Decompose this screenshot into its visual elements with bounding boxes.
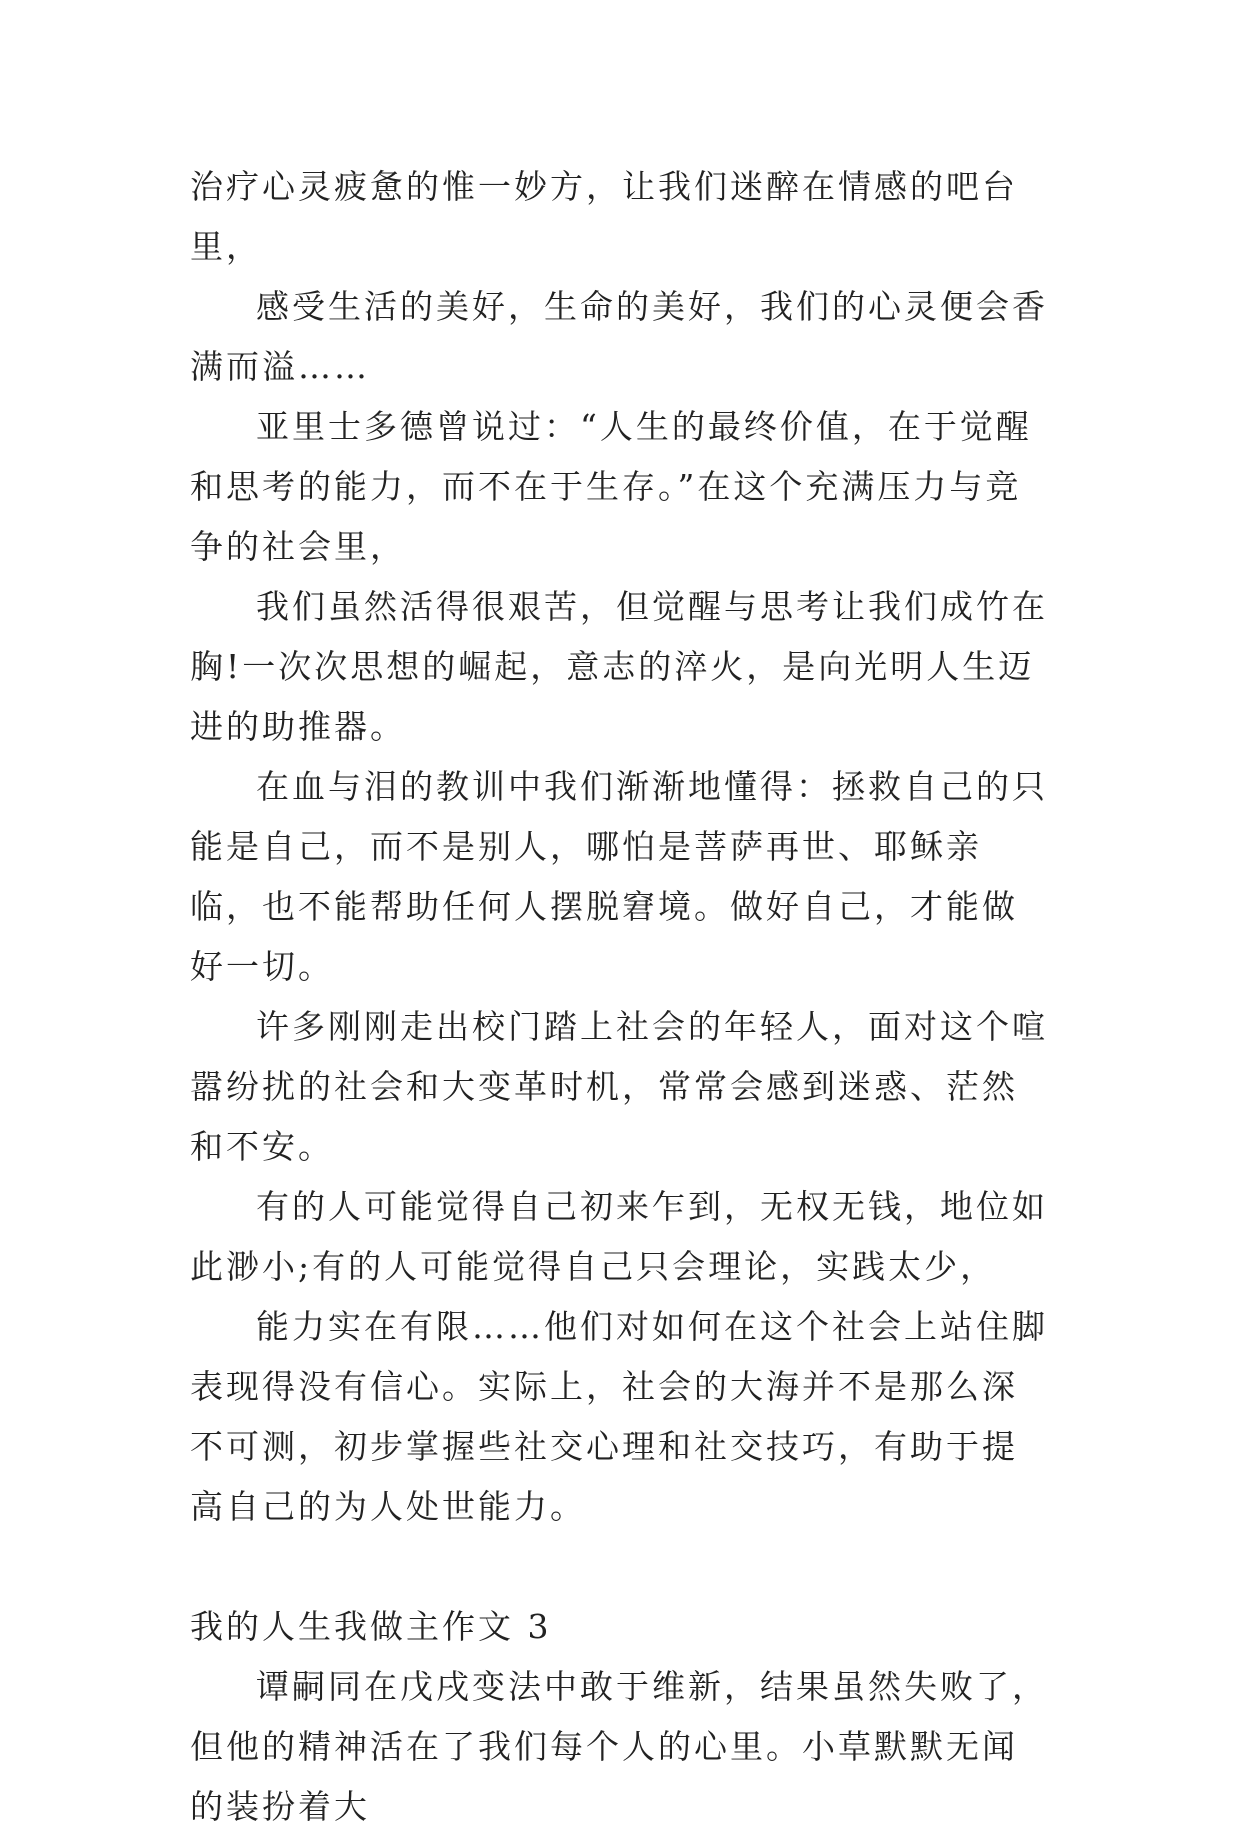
- paragraph: 谭嗣同在戊戌变法中敢于维新，结果虽然失败了，但他的精神活在了我们每个人的心里。小草默默无闻的装扮着大: [190, 1667, 1048, 1826]
- paragraph: 我们虽然活得很艰苦，但觉醒与思考让我们成竹在胸!一次次思想的崛起，意志的淬火，是向光明人生迈进的助推器。: [190, 587, 1048, 746]
- paragraph: 能力实在有限……他们对如何在这个社会上站住脚表现得没有信心。实际上，社会的大海并不是那么深不可测，初步掌握些社交心理和社交技巧，有助于提高自己的为人处世能力。: [190, 1307, 1048, 1526]
- paragraph: 有的人可能觉得自己初来乍到，无权无钱，地位如此渺小;有的人可能觉得自己只会理论，实践太少，: [190, 1187, 1048, 1286]
- paragraph: 在血与泪的教训中我们渐渐地懂得：拯救自己的只能是自己，而不是别人，哪怕是菩萨再世、耶稣亲临，也不能帮助任何人摆脱窘境。做好自己，才能做好一切。: [190, 767, 1048, 986]
- paragraph: 许多刚刚走出校门踏上社会的年轻人，面对这个喧嚣纷扰的社会和大变革时机，常常会感到迷惑、茫然和不安。: [190, 1007, 1048, 1166]
- document-body: [190, 157, 1048, 1837]
- paragraph: 感受生活的美好，生命的美好，我们的心灵便会香满而溢……: [190, 287, 1048, 386]
- paragraph: 治疗心灵疲惫的惟一妙方，让我们迷醉在情感的吧台里，: [190, 167, 1018, 266]
- section-heading: 我的人生我做主作文 3: [190, 1607, 552, 1646]
- paragraph: 亚里士多德曾说过：“人生的最终价值，在于觉醒和思考的能力，而不在于生存。”在这个充满压力与竞争的社会里，: [190, 407, 1032, 566]
